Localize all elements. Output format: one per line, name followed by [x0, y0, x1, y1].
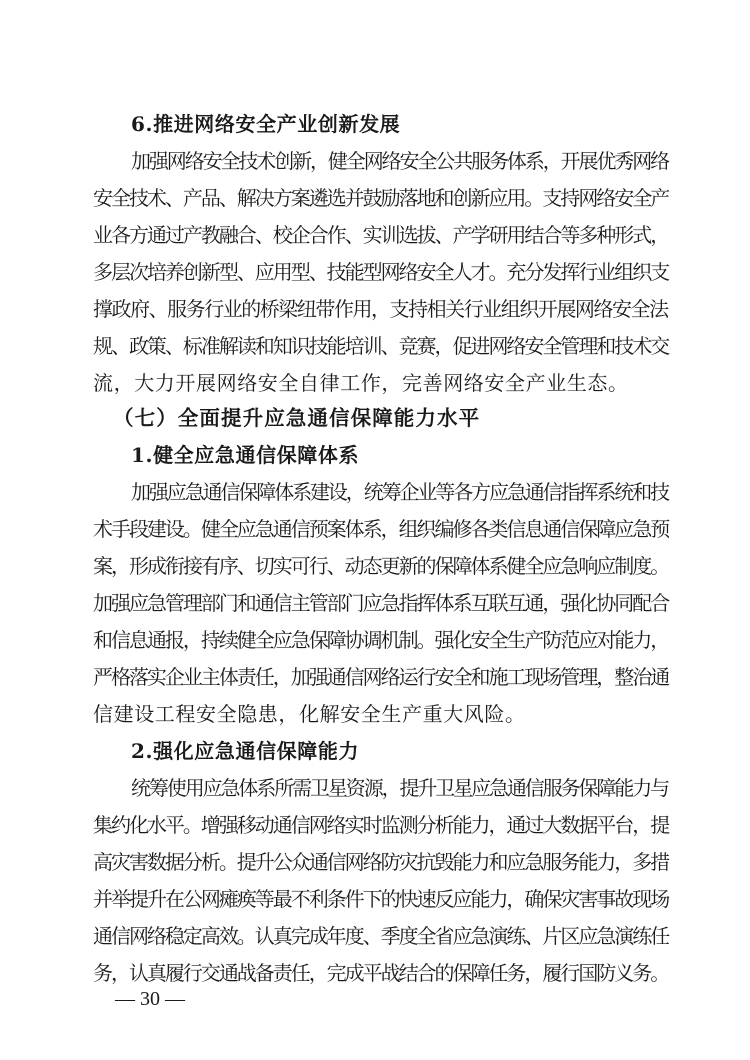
- paragraph-line: 和信息通报，持续健全应急保障协调机制。强化安全生产防范应对能力，: [93, 628, 669, 652]
- chapter-heading: （七）全面提升应急通信保障能力水平: [113, 406, 481, 430]
- paragraph-line: 撑政府、服务行业的桥梁纽带作用，支持相关行业组织开展网络安全法: [93, 297, 668, 321]
- paragraph-line: 加强应急管理部门和通信主管部门应急指挥体系互联互通，强化协同配合: [93, 591, 669, 615]
- paragraph-line: 高灾害数据分析。提升公众通信网络防灾抗毁能力和应急服务能力，多措: [93, 850, 669, 874]
- page-number: — 30 —: [115, 988, 185, 1010]
- paragraph-line: 业各方通过产教融合、校企合作、实训选拔、产学研用结合等多种形式，: [93, 223, 669, 247]
- section-heading: 6.推进网络安全产业创新发展: [131, 112, 401, 136]
- paragraph-line: 务，认真履行交通战备责任，完成平战结合的保障任务，履行国防义务。: [93, 961, 669, 985]
- paragraph-line: 案，形成衔接有序、切实可行、动态更新的保障体系健全应急响应制度。: [93, 554, 669, 578]
- paragraph-line: 加强应急通信保障体系建设，统筹企业等各方应急通信指挥系统和技: [131, 480, 668, 504]
- paragraph-line: 流，大力开展网络安全自律工作，完善网络安全产业生态。: [93, 371, 629, 395]
- paragraph-line: 并举提升在公网瘫痪等最不利条件下的快速反应能力，确保灾害事故现场: [93, 887, 669, 911]
- section-heading: 1.健全应急通信保障体系: [131, 443, 360, 467]
- paragraph-line: 信建设工程安全隐患，化解安全生产重大风险。: [93, 702, 526, 726]
- paragraph-line: 术手段建设。健全应急通信预案体系，组织编修各类信息通信保障应急预: [93, 517, 669, 541]
- paragraph-line: 统筹使用应急体系所需卫星资源，提升卫星应急通信服务保障能力与: [131, 776, 668, 800]
- paragraph-line: 加强网络安全技术创新，健全网络安全公共服务体系，开展优秀网络: [131, 149, 668, 173]
- paragraph-line: 多层次培养创新型、应用型、技能型网络安全人才。充分发挥行业组织支: [93, 260, 669, 284]
- paragraph-line: 集约化水平。增强移动通信网络实时监测分析能力，通过大数据平台，提: [93, 813, 669, 837]
- paragraph-line: 严格落实企业主体责任，加强通信网络运行安全和施工现场管理，整治通: [93, 665, 669, 689]
- section-heading: 2.强化应急通信保障能力: [131, 739, 360, 763]
- paragraph-line: 安全技术、产品、解决方案遴选并鼓励落地和创新应用。支持网络安全产: [93, 186, 669, 210]
- paragraph-line: 通信网络稳定高效。认真完成年度、季度全省应急演练、片区应急演练任: [93, 924, 669, 948]
- paragraph-line: 规、政策、标准解读和知识技能培训、竞赛，促进网络安全管理和技术交: [93, 334, 669, 358]
